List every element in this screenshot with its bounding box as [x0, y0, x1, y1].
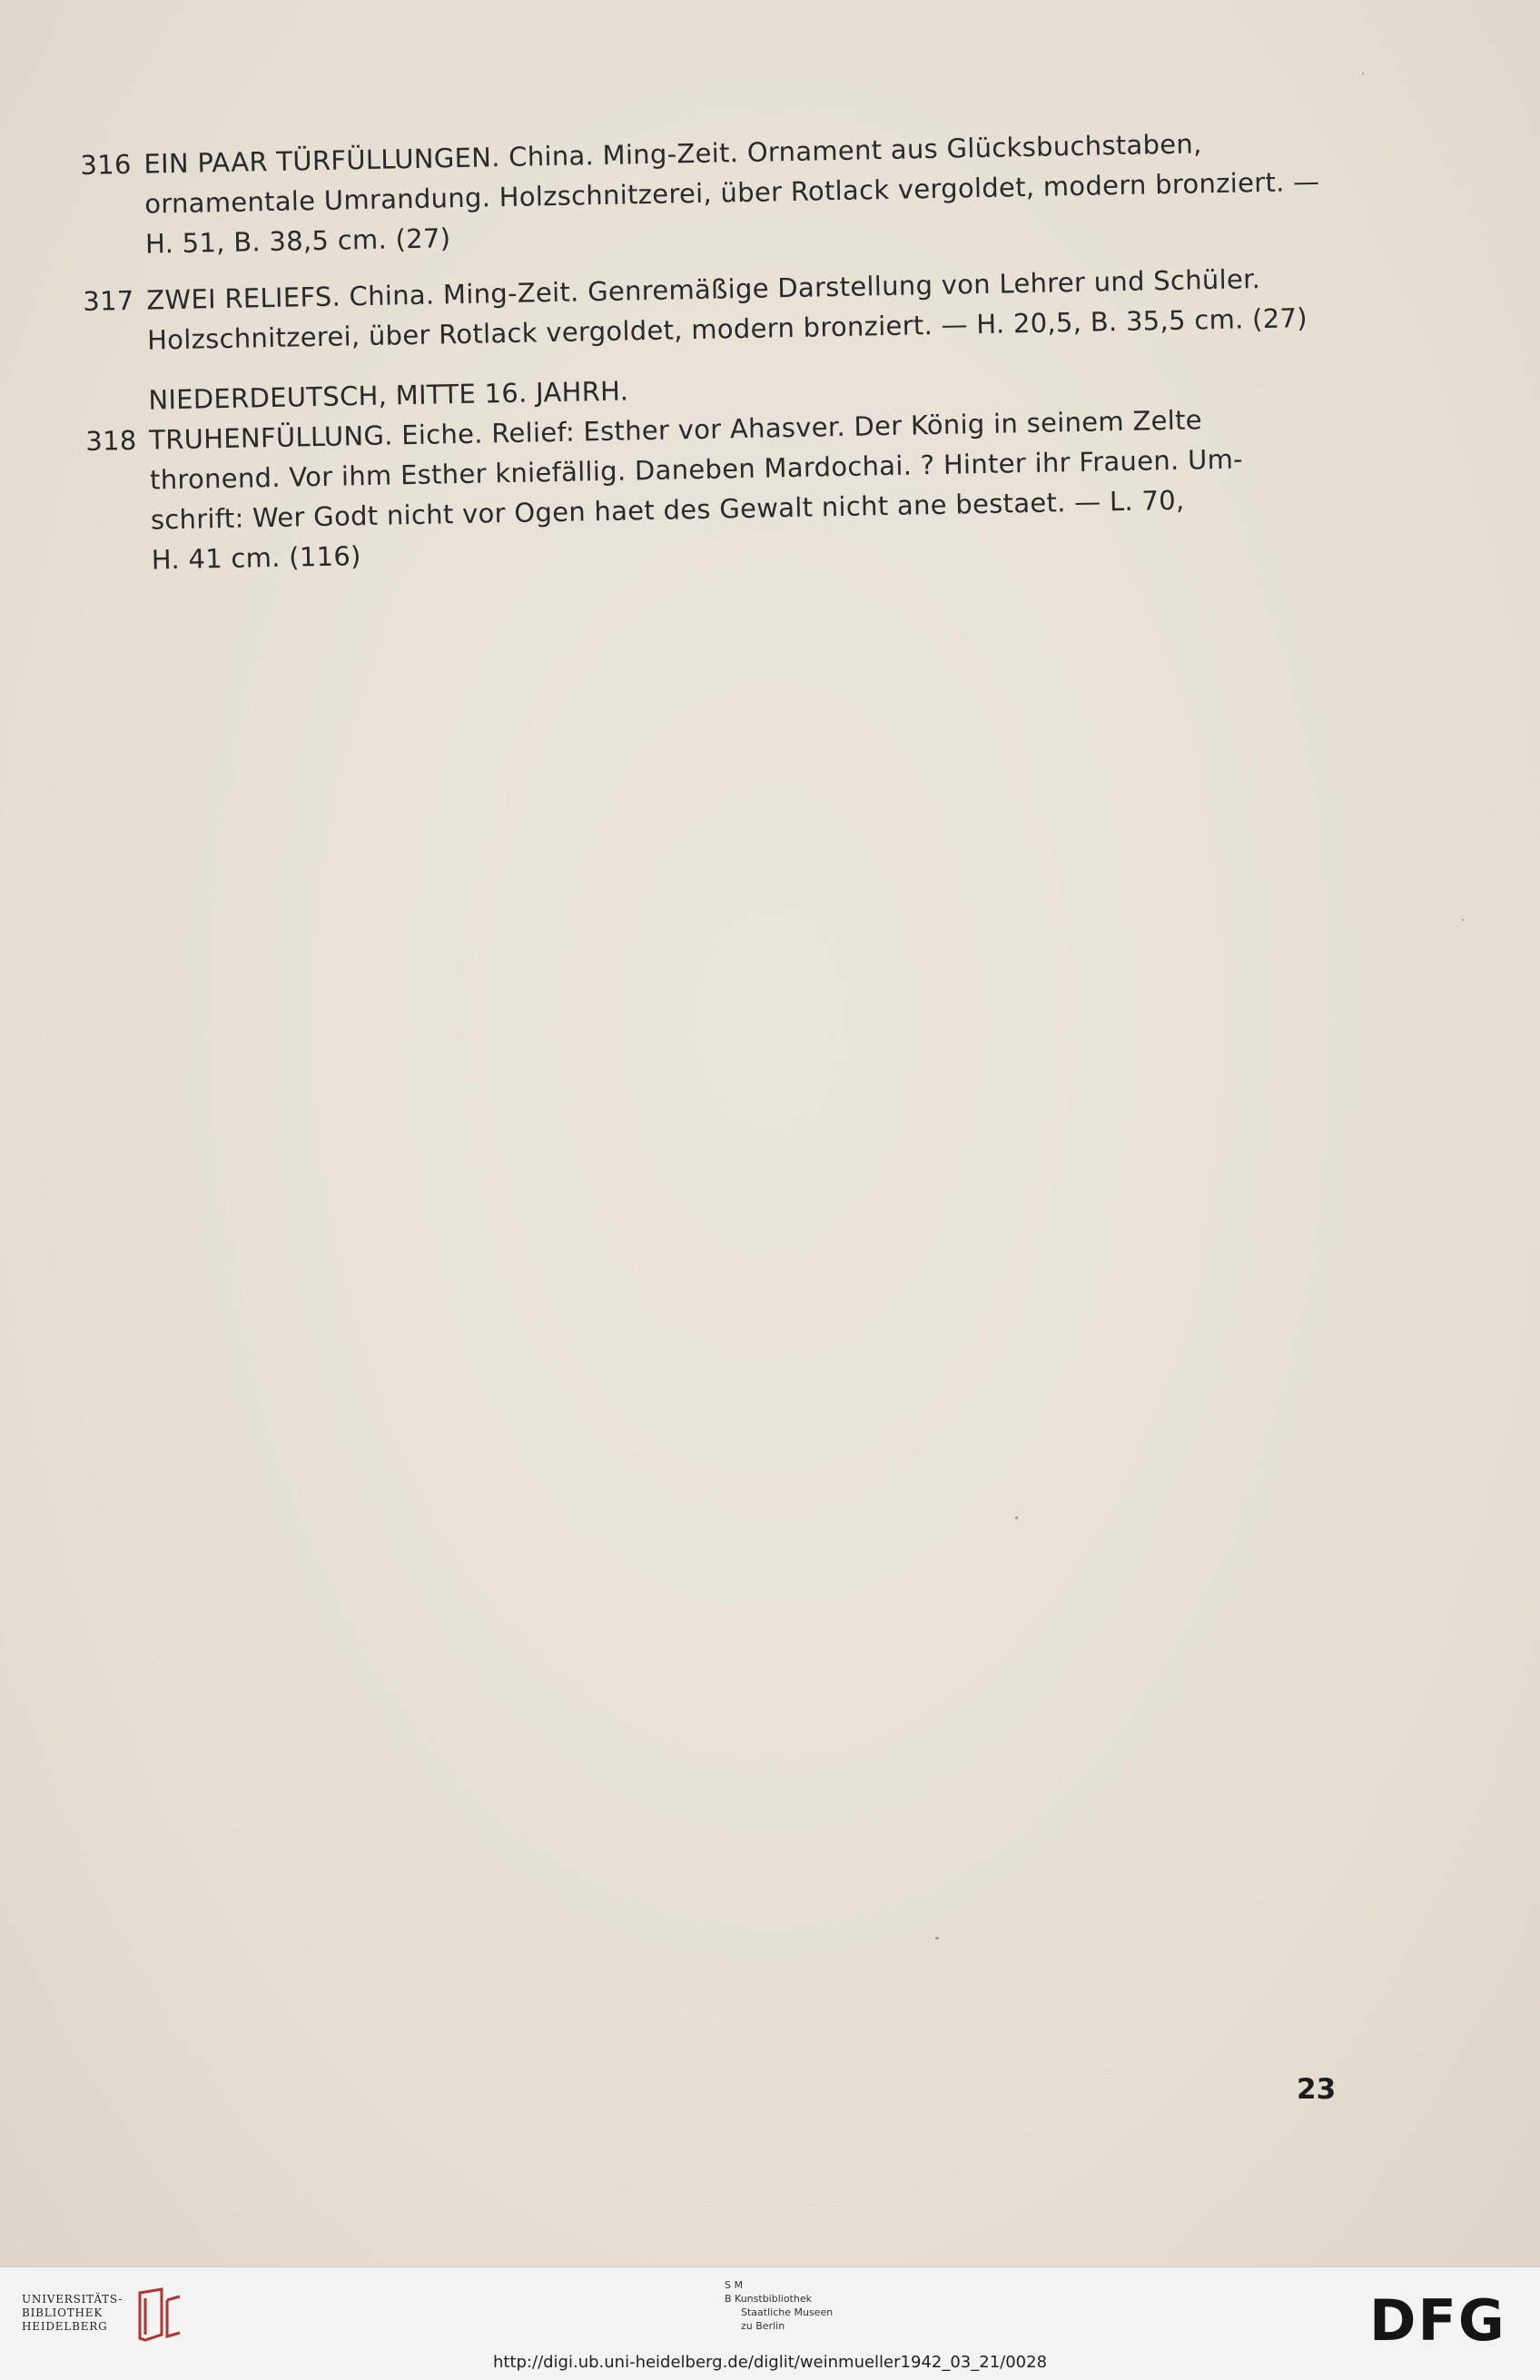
museum-stamp: S M B Kunstbibliothek Staatliche Museen zu Berlin [725, 2279, 834, 2332]
entry-line: thronend. Vor ihm Esther kniefällig. Daneben Mardochai. ? Hinter ihr Frauen. Um- [149, 443, 1244, 496]
paper-speck [1462, 919, 1464, 921]
catalog-entry [80, 122, 1326, 265]
entry-number: 316 [80, 148, 133, 181]
viewer-footer [0, 2266, 1540, 2380]
catalog-entry [85, 398, 1332, 581]
entry-line: H. 51, B. 38,5 cm. (27) [144, 222, 451, 260]
page-url-link[interactable]: http://digi.ub.uni-heidelberg.de/diglit/weinmueller1942_03_21/0028 [492, 2353, 1048, 2372]
catalog-text [80, 122, 1332, 597]
page-number: 23 [1297, 2073, 1337, 2106]
entry-number: 318 [84, 424, 137, 457]
paper-speck [935, 1937, 939, 1940]
entry-line: ornamentale Umrandung. Holzschnitzerei, über Rotlack vergoldet, modern bronziert. — [143, 165, 1320, 220]
entry-line: EIN PAAR TÜRFÜLLUNGEN. China. Ming-Zeit. Ornament aus Glücksbuchstaben, [143, 128, 1202, 180]
entry-line: Holzschnitzerei, über Rotlack vergoldet, modern bronziert. — H. 20,5, B. 35,5 cm. (27) [146, 302, 1308, 356]
entry-line: schrift: Wer Godt nicht vor Ogen haet des Gewalt nicht ane bestaet. — L. 70, [150, 484, 1185, 536]
paper-speck [1015, 1516, 1018, 1519]
entry-line: TRUHENFÜLLUNG. Eiche. Relief: Esther vor Ahasver. Der König in seinem Zelte [148, 404, 1203, 456]
paper-speck [1362, 73, 1364, 74]
entry-line: ZWEI RELIEFS. China. Ming-Zeit. Genremäßige Darstellung von Lehrer und Schüler. [145, 263, 1261, 316]
entry-number: 317 [82, 284, 134, 317]
catalog-entry [83, 258, 1328, 361]
library-logo-icon [136, 2287, 183, 2344]
library-name[interactable]: UNIVERSITÄTS- BIBLIOTHEK HEIDELBERG [22, 2293, 123, 2333]
entry-line: H. 41 cm. (116) [151, 540, 362, 576]
dfg-logo[interactable]: DFG [1369, 2287, 1506, 2354]
section-heading: NIEDERDEUTSCH, MITTE 16. JAHRH. [148, 375, 629, 416]
